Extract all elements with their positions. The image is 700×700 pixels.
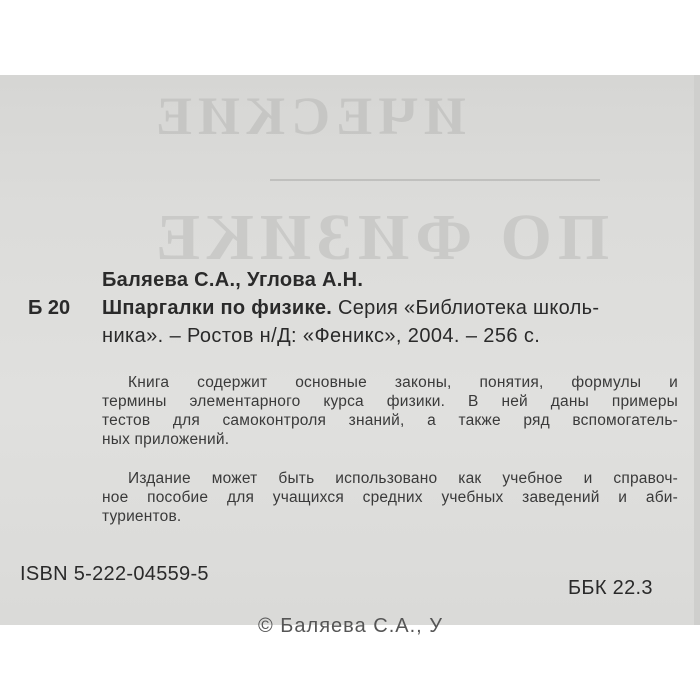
page-edge xyxy=(694,75,700,625)
isbn: ISBN 5-222-04559-5 xyxy=(20,563,209,585)
book-title: Шпаргалки по физике. xyxy=(102,297,333,319)
annotation-line: Издание может быть использовано как учебное и справоч- xyxy=(128,470,678,487)
publication-info: ника». – Ростов н/Д: «Феникс», 2004. – 256 с. xyxy=(102,325,541,347)
copyright-line: © Баляева С.А., У xyxy=(258,615,443,637)
classification-code: Б 20 xyxy=(28,297,71,319)
annotation-line: ное пособие для учащихся средних учебных заведений и аби- xyxy=(102,489,678,506)
title-line xyxy=(102,297,599,320)
annotation-paragraph-1 xyxy=(102,373,678,449)
bleed-through-text-2: ПО ФИЗИКЕ xyxy=(150,201,610,274)
annotation-line: тестов для самоконтроля знаний, а также ряд вспомогатель- xyxy=(102,412,678,429)
bbk-code: ББК 22.3 xyxy=(568,577,653,599)
annotation-line: ных приложений. xyxy=(102,431,230,448)
annotation-line: термины элементарного курса физики. В ней даны примеры xyxy=(102,393,678,410)
authors: Баляева С.А., Углова А.Н. xyxy=(102,269,364,291)
bleed-through-text-1: ИЧЕСКИЕ xyxy=(150,86,466,146)
series-start: Серия «Библиотека школь- xyxy=(337,297,600,319)
annotation-paragraph-2 xyxy=(102,469,678,526)
bleed-through-rule xyxy=(270,179,600,181)
book-page xyxy=(0,75,700,637)
annotation-line: Книга содержит основные законы, понятия, формулы и xyxy=(128,374,678,391)
annotation-line: туриентов. xyxy=(102,508,182,525)
